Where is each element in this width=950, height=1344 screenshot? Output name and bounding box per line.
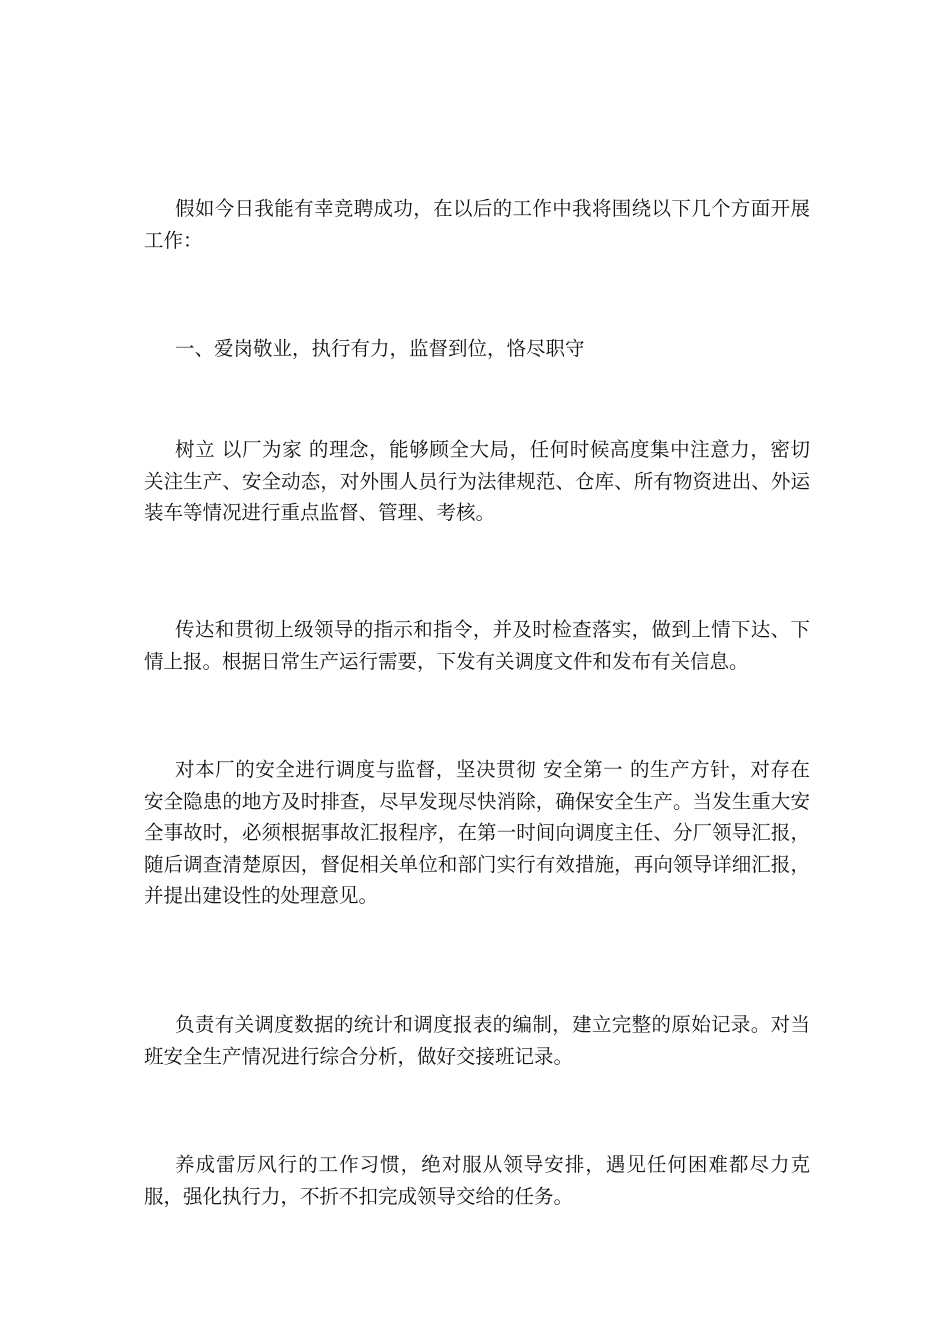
body-paragraph: 树立 以厂为家 的理念，能够顾全大局，任何时候高度集中注意力，密切关注生产、安全动态，对外围人员行为法律规范、仓库、所有物资进出、外运装车等情况进行重点监督、管理、考核。 bbox=[144, 438, 810, 524]
body-paragraph: 养成雷厉风行的工作习惯，绝对服从领导安排，遇见任何困难都尽力克服，强化执行力，不折不扣完成领导交给的任务。 bbox=[144, 1153, 810, 1208]
intro-paragraph: 假如今日我能有幸竞聘成功，在以后的工作中我将围绕以下几个方面开展工作： bbox=[144, 197, 810, 252]
body-paragraph: 对本厂的安全进行调度与监督，坚决贯彻 安全第一 的生产方针，对存在安全隐患的地方及时排查，尽早发现尽快消除，确保安全生产。当发生重大安全事故时，必须根据事故汇报程序，在第一时间向调度主任、分厂领导汇报，随后调查清楚原因，督促相关单位和部门实行有效措施，再向领导详细汇报，并提出建设性的处理意见。 bbox=[144, 758, 810, 907]
section-heading: 一、爱岗敬业，执行有力，监督到位，恪尽职守 bbox=[175, 337, 585, 360]
body-paragraph: 负责有关调度数据的统计和调度报表的编制，建立完整的原始记录。对当班安全生产情况进行综合分析，做好交接班记录。 bbox=[144, 1013, 810, 1068]
body-paragraph: 传达和贯彻上级领导的指示和指令，并及时检查落实，做到上情下达、下情上报。根据日常生产运行需要，下发有关调度文件和发布有关信息。 bbox=[144, 618, 810, 673]
